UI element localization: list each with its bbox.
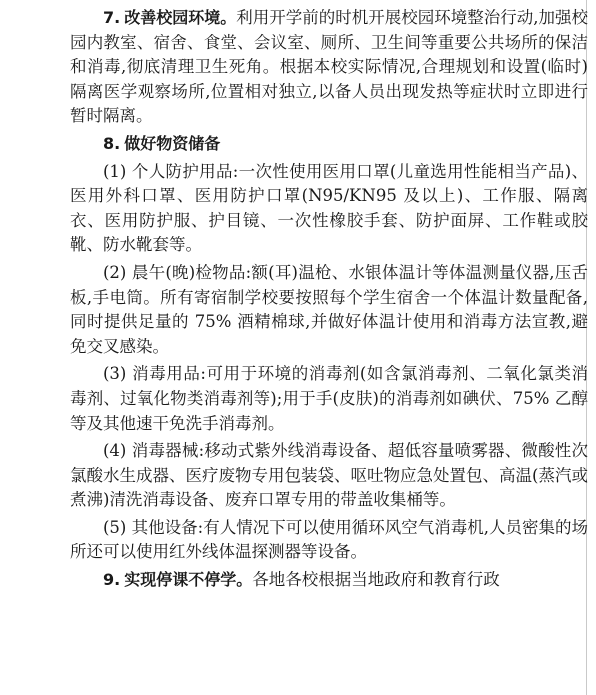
section-8-item-disinfectants: (3) 消毒用品:可用于环境的消毒剂(如含氯消毒剂、二氧化氯类消毒剂、过氧化物类消毒剂等);用于手(皮肤)的消毒剂如碘伏、75% 乙醇等及其他速干免洗手消毒剂。 xyxy=(70,364,588,433)
section-8-item-personal-protection: (1) 个人防护用品:一次性使用医用口罩(儿童选用性能相当产品)、医用外科口罩、医用防护口罩(N95/KN95 及以上)、工作服、隔离衣、医用防护服、护目镜、一次性橡胶手套、防护面屏、工作鞋或胶靴、防水靴套等。 xyxy=(70,161,588,255)
section-9-body: 各地各校根据当地政府和教育行政 xyxy=(252,570,500,590)
section-8-item-other-equipment: (5) 其他设备:有人情况下可以使用循环风空气消毒机,人员密集的场所还可以使用红外线体温探测器等设备。 xyxy=(70,517,588,562)
section-8-heading-paragraph xyxy=(70,132,588,157)
section-7-heading: 改善校园环境。 xyxy=(124,8,237,27)
section-9-number: 9. xyxy=(103,570,121,590)
section-7-body: 利用开学前的时机开展校园环境整治行动,加强校园内教室、宿舍、食堂、会议室、厕所、卫生间等重要公共场所的保洁和消毒,彻底清理卫生死角。根据本校实际情况,合理规划和设置(临时)隔离医学观察场所,位置相对独立,以备人员出现发热等症状时立即进行暂时隔离。 xyxy=(70,8,588,126)
section-7-number: 7. xyxy=(103,8,121,27)
section-9-paragraph xyxy=(70,568,588,593)
section-8-item-health-check-supplies: (2) 晨午(晚)检物品:额(耳)温枪、水银体温计等体温测量仪器,压舌板,手电筒。所有寄宿制学校要按照每个学生宿舍一个体温计数量配备,同时提供足量的 75% 酒精棉球,并做好体温计使用和消毒方法宣教,避免交叉感染。 xyxy=(70,262,588,356)
section-8-heading: 做好物资储备 xyxy=(124,133,221,153)
document-body xyxy=(70,6,588,593)
section-8-item-disinfection-equipment: (4) 消毒器械:移动式紫外线消毒设备、超低容量喷雾器、微酸性次氯酸水生成器、医疗废物专用包装袋、呕吐物应急处置包、高温(蒸汽或煮沸)清洗消毒设备、废弃口罩专用的带盖收集桶等。 xyxy=(70,441,588,510)
section-9-heading: 实现停课不停学。 xyxy=(124,570,253,590)
section-8-number: 8. xyxy=(103,133,121,153)
section-7-paragraph xyxy=(70,6,588,129)
